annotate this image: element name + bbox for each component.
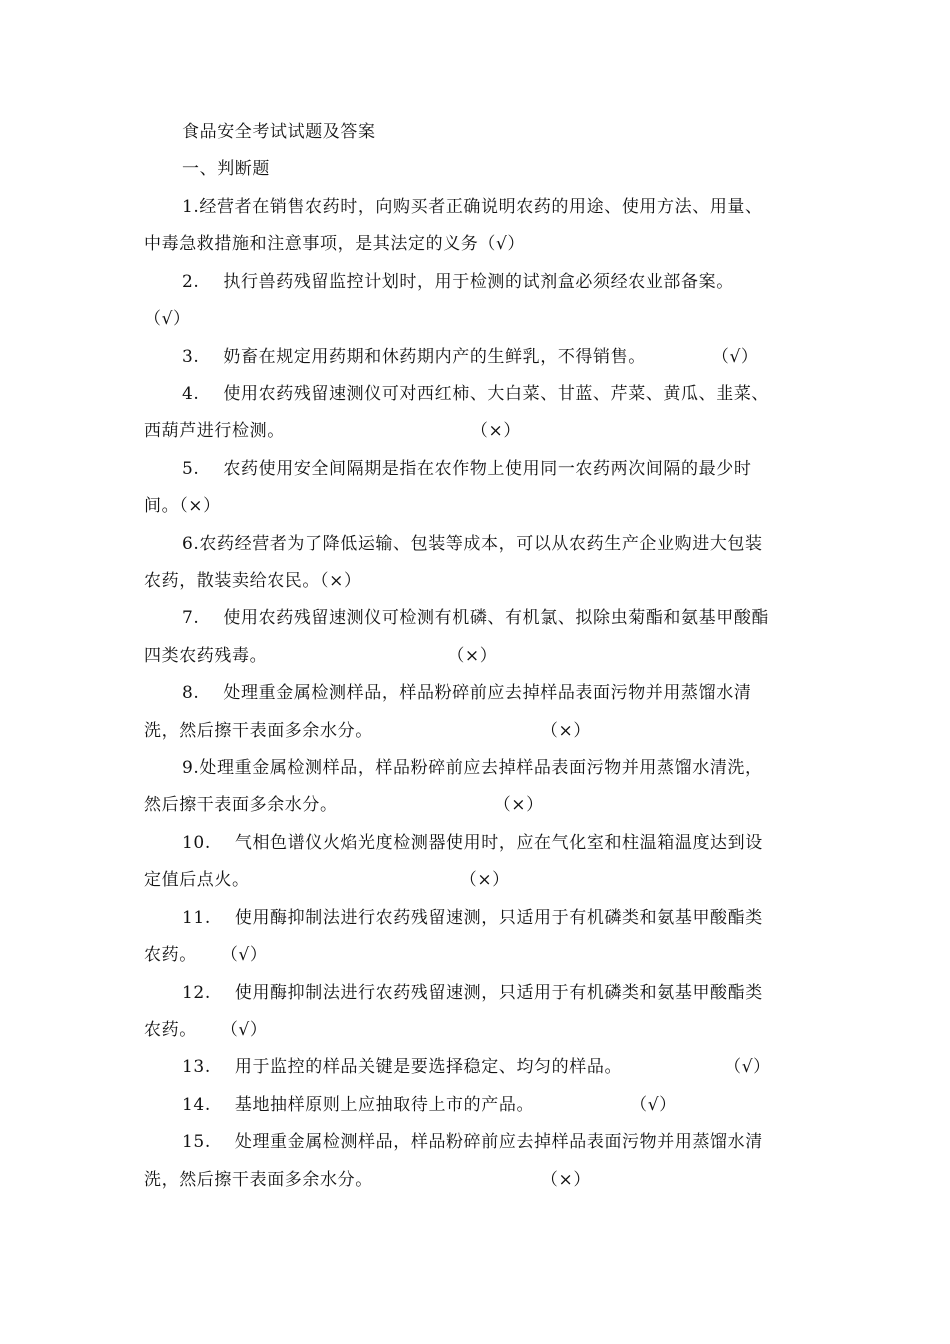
question-3: 3. 奶畜在规定用药期和休药期内产的生鲜乳，不得销售。 （√） [182,347,759,367]
question-7-line-2: 四类农药残毒。 （×） [144,646,498,666]
question-13: 13. 用于监控的样品关键是要选择稳定、均匀的样品。 （√） [182,1057,771,1077]
question-1-line-1: 1.经营者在销售农药时，向购买者正确说明农药的用途、使用方法、用量、 [182,197,763,217]
section-heading: 一、判断题 [182,159,270,179]
question-9-line-1: 9.处理重金属检测样品，样品粉碎前应去掉样品表面污物并用蒸馏水清洗， [182,758,763,778]
question-12-line-2: 农药。 （√） [144,1020,268,1040]
question-10-line-2: 定值后点火。 （×） [144,870,510,890]
question-5-line-2: 间。（×） [144,496,221,516]
question-11-line-2: 农药。 （√） [144,945,268,965]
question-8-line-2: 洗，然后擦干表面多余水分。 （×） [144,721,591,741]
question-8-line-1: 8. 处理重金属检测样品，样品粉碎前应去掉样品表面污物并用蒸馏水清 [182,683,752,703]
question-6-line-2: 农药，散装卖给农民。（×） [144,571,362,591]
question-15-line-2: 洗，然后擦干表面多余水分。 （×） [144,1170,591,1190]
question-1-line-2: 中毒急救措施和注意事项，是其法定的义务（√） [144,234,526,254]
question-4-line-2: 西葫芦进行检测。 （×） [144,421,521,441]
question-14: 14. 基地抽样原则上应抽取待上市的产品。 （√） [182,1095,677,1115]
question-9-line-2: 然后擦干表面多余水分。 （×） [144,795,544,815]
question-2-line-2: （√） [144,309,191,329]
question-2-line-1: 2. 执行兽药残留监控计划时，用于检测的试剂盒必须经农业部备案。 [182,272,734,292]
question-10-line-1: 10. 气相色谱仪火焰光度检测器使用时，应在气化室和柱温箱温度达到设 [182,833,763,853]
question-4-line-1: 4. 使用农药残留速测仪可对西红柿、大白菜、甘蓝、芹菜、黄瓜、韭菜、 [182,384,770,404]
question-5-line-1: 5. 农药使用安全间隔期是指在农作物上使用同一农药两次间隔的最少时 [182,459,752,479]
document-title: 食品安全考试试题及答案 [182,122,376,142]
question-11-line-1: 11. 使用酶抑制法进行农药残留速测，只适用于有机磷类和氨基甲酸酯类 [182,908,763,928]
question-7-line-1: 7. 使用农药残留速测仪可检测有机磷、有机氯、拟除虫菊酯和氨基甲酸酯 [182,608,770,628]
question-12-line-1: 12. 使用酶抑制法进行农药残留速测，只适用于有机磷类和氨基甲酸酯类 [182,983,763,1003]
question-6-line-1: 6.农药经营者为了降低运输、包装等成本，可以从农药生产企业购进大包装 [182,534,763,554]
question-15-line-1: 15. 处理重金属检测样品，样品粉碎前应去掉样品表面污物并用蒸馏水清 [182,1132,763,1152]
